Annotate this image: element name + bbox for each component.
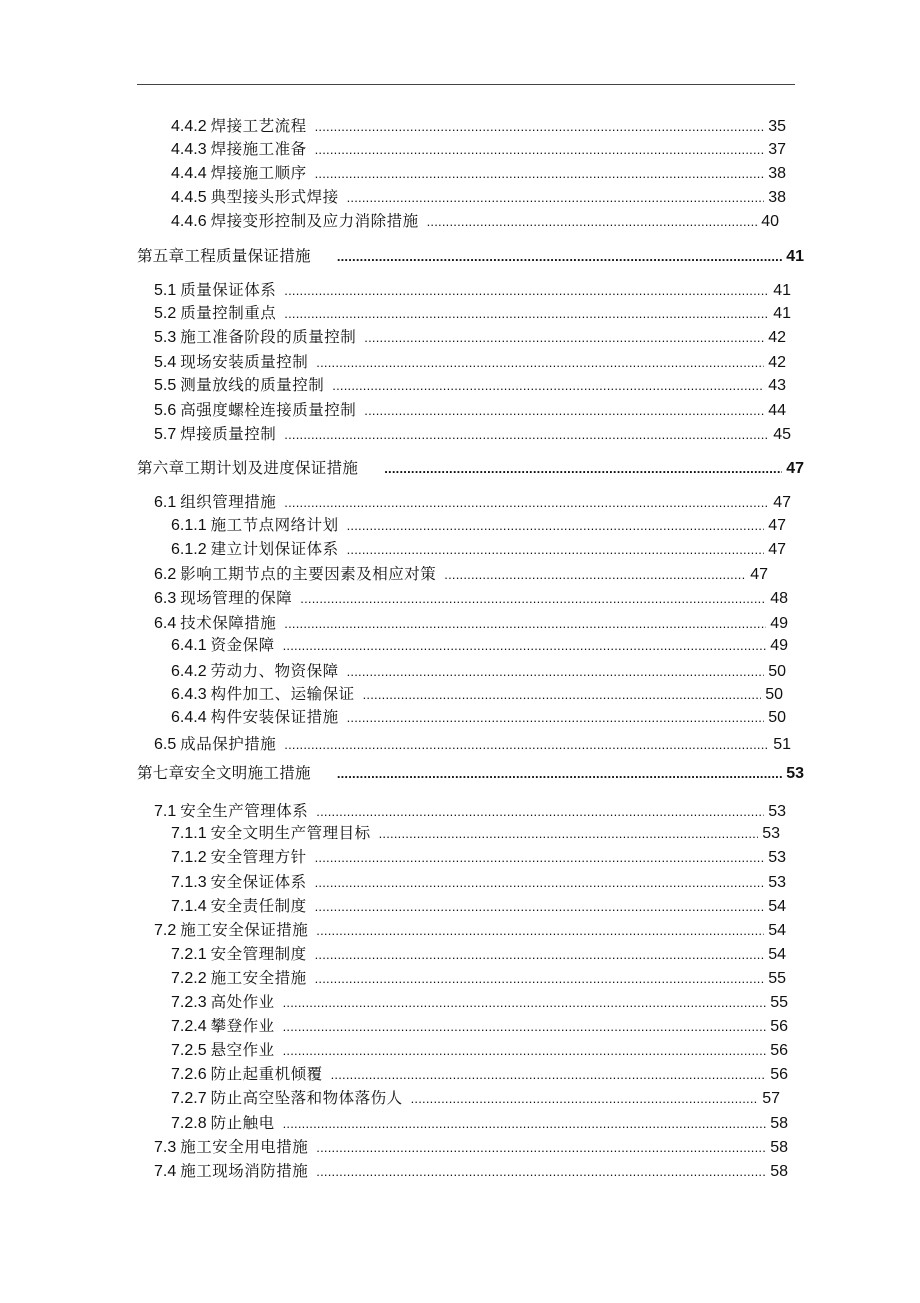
toc-number: 7.2.2: [171, 970, 207, 987]
toc-entry[interactable]: [171, 968, 786, 988]
toc-page: 53: [768, 849, 786, 866]
toc-number: 6.4: [154, 615, 177, 632]
toc-entry[interactable]: [154, 280, 791, 300]
toc-title: 施工安全用电措施: [180, 1138, 309, 1156]
toc-entry[interactable]: [171, 211, 779, 231]
toc-entry[interactable]: [171, 539, 786, 559]
toc-entry[interactable]: [154, 1137, 788, 1157]
toc-entry[interactable]: [154, 375, 786, 395]
toc-title: 施工现场消防措施: [180, 1162, 309, 1180]
toc-title: 焊接质量控制: [180, 425, 277, 443]
toc-number: 7.1.1: [171, 825, 207, 842]
toc-title: 影响工期节点的主要因素及相应对策: [180, 565, 437, 583]
toc-page: 49: [770, 637, 788, 654]
toc-page: 47: [773, 494, 791, 511]
toc-title: 技术保障措施: [180, 614, 277, 632]
toc-number: 5.7: [154, 426, 177, 443]
toc-page: 35: [768, 118, 786, 135]
toc-title: 劳动力、物资保障: [210, 662, 339, 680]
toc-title: 组织管理措施: [180, 493, 277, 511]
dot-leader: [283, 1017, 767, 1037]
toc-number: 7.2: [154, 922, 177, 939]
toc-title: 质量控制重点: [180, 304, 277, 322]
toc-page: 47: [768, 517, 786, 534]
toc-page: 56: [770, 1066, 788, 1083]
toc-page: 47: [768, 541, 786, 558]
toc-number: 7.3: [154, 1139, 177, 1156]
toc-page: 54: [768, 898, 786, 915]
toc-title: 焊接变形控制及应力消除措施: [210, 212, 419, 230]
dot-leader: [284, 281, 769, 301]
toc-title: 典型接头形式焊接: [210, 188, 339, 206]
dot-leader: [411, 1089, 759, 1109]
dot-leader: [347, 708, 765, 728]
toc-page: 57: [762, 1090, 780, 1107]
toc-page: 49: [770, 615, 788, 632]
dot-leader: [284, 735, 769, 755]
toc-title: 高强度螺栓连接质量控制: [180, 401, 357, 419]
toc-number: 5.4: [154, 354, 177, 371]
toc-title: 施工准备阶段的质量控制: [180, 328, 357, 346]
toc-title: 测量放线的质量控制: [180, 376, 325, 394]
dot-leader: [337, 764, 782, 784]
dot-leader: [337, 247, 782, 267]
toc-title: 安全保证体系: [210, 873, 307, 891]
toc-entry[interactable]: [154, 492, 791, 512]
toc-title: 施工节点网络计划: [210, 516, 339, 534]
toc-entry[interactable]: [154, 588, 788, 608]
toc-chapter[interactable]: [137, 246, 804, 266]
toc-number: 6.4.3: [171, 686, 207, 703]
dot-leader: [315, 897, 765, 917]
toc-number: 7.2.8: [171, 1115, 207, 1132]
toc-page: 58: [770, 1139, 788, 1156]
dot-leader: [284, 304, 769, 324]
toc-number: 5.6: [154, 402, 177, 419]
toc-page: 50: [768, 663, 786, 680]
dot-leader: [364, 401, 764, 421]
toc-page: 54: [768, 922, 786, 939]
dot-leader: [364, 328, 764, 348]
toc-entry[interactable]: [171, 515, 786, 535]
toc-page: 55: [770, 994, 788, 1011]
toc-number: 6.4.2: [171, 663, 207, 680]
toc-page: 54: [768, 946, 786, 963]
toc-title: 防止高空坠落和物体落伤人: [210, 1089, 403, 1107]
toc-page: 53: [786, 765, 804, 782]
toc-page: 48: [770, 590, 788, 607]
toc-entry[interactable]: [154, 613, 788, 633]
toc-entry[interactable]: [171, 1040, 788, 1060]
toc-entry[interactable]: [154, 327, 786, 347]
dot-leader: [331, 1065, 767, 1085]
toc-title: 安全管理制度: [210, 945, 307, 963]
toc-title: 施工安全措施: [210, 969, 307, 987]
toc-number: 7.2.1: [171, 946, 207, 963]
dot-leader: [315, 969, 765, 989]
toc-entry[interactable]: [171, 187, 786, 207]
toc-entry[interactable]: [171, 1016, 788, 1036]
toc-page: 47: [750, 566, 768, 583]
toc-number: 5.1: [154, 282, 177, 299]
toc-chapter[interactable]: [137, 458, 804, 478]
dot-leader: [316, 353, 764, 373]
dot-leader: [315, 117, 765, 137]
toc-entry[interactable]: [171, 661, 786, 681]
dot-leader: [283, 1114, 767, 1134]
toc-page: 53: [768, 803, 786, 820]
toc-title: 安全文明生产管理目标: [210, 824, 371, 842]
toc-entry[interactable]: [171, 1064, 788, 1084]
toc-number: 7.2.4: [171, 1018, 207, 1035]
toc-entry[interactable]: [154, 1161, 788, 1181]
chapter-title: 第七章安全文明施工措施: [137, 764, 311, 782]
dot-leader: [347, 516, 765, 536]
toc-title: 安全生产管理体系: [180, 802, 309, 820]
toc-number: 6.1.2: [171, 541, 207, 558]
toc-title: 高处作业: [210, 993, 275, 1011]
toc-entry[interactable]: [171, 992, 788, 1012]
toc-title: 成品保护措施: [180, 735, 277, 753]
dot-leader: [316, 1162, 766, 1182]
toc-title: 防止触电: [210, 1114, 275, 1132]
toc-page: 50: [768, 709, 786, 726]
toc-entry[interactable]: [154, 801, 786, 821]
toc-number: 4.4.3: [171, 141, 207, 158]
toc-entry[interactable]: [171, 896, 786, 916]
dot-leader: [316, 921, 764, 941]
toc-entry[interactable]: [171, 847, 786, 867]
toc-page: 58: [770, 1115, 788, 1132]
toc-entry[interactable]: [171, 684, 783, 704]
dot-leader: [316, 1138, 766, 1158]
toc-page: 41: [773, 282, 791, 299]
toc-page: 43: [768, 377, 786, 394]
toc-entry[interactable]: [154, 400, 786, 420]
toc-number: 7.1.3: [171, 874, 207, 891]
toc-page: 56: [770, 1018, 788, 1035]
dot-leader: [347, 540, 765, 560]
toc-page: 41: [786, 248, 804, 265]
dot-leader: [315, 945, 765, 965]
toc-page: 38: [768, 165, 786, 182]
dot-leader: [384, 459, 782, 479]
toc-title: 现场管理的保障: [180, 589, 293, 607]
toc-number: 6.5: [154, 736, 177, 753]
toc-page: 51: [773, 736, 791, 753]
toc-number: 5.2: [154, 305, 177, 322]
toc-page: 42: [768, 354, 786, 371]
toc-number: 7.1: [154, 803, 177, 820]
toc-number: 6.4.1: [171, 637, 207, 654]
toc-page: 42: [768, 329, 786, 346]
toc-title: 焊接施工准备: [210, 140, 307, 158]
toc-page: 56: [770, 1042, 788, 1059]
dot-leader: [283, 993, 767, 1013]
toc-number: 5.3: [154, 329, 177, 346]
dot-leader: [332, 376, 764, 396]
toc-number: 7.2.6: [171, 1066, 207, 1083]
toc-entry[interactable]: [171, 1088, 780, 1108]
toc-title: 防止起重机倾覆: [210, 1065, 323, 1083]
toc-entry[interactable]: [154, 920, 786, 940]
toc-entry[interactable]: [171, 944, 786, 964]
toc-number: 4.4.5: [171, 189, 207, 206]
toc-entry[interactable]: [154, 564, 768, 584]
header-rule: [137, 84, 795, 85]
toc-page: 55: [768, 970, 786, 987]
toc-entry[interactable]: [154, 424, 791, 444]
toc-entry[interactable]: [171, 139, 786, 159]
dot-leader: [315, 140, 765, 160]
dot-leader: [284, 425, 769, 445]
toc-title: 质量保证体系: [180, 281, 277, 299]
toc-title: 建立计划保证体系: [210, 540, 339, 558]
toc-page: 50: [765, 686, 783, 703]
dot-leader: [315, 873, 765, 893]
dot-leader: [283, 1041, 767, 1061]
dot-leader: [363, 685, 762, 705]
toc-page: 45: [773, 426, 791, 443]
toc-entry[interactable]: [154, 303, 791, 323]
dot-leader: [347, 188, 765, 208]
dot-leader: [284, 493, 769, 513]
toc-number: 4.4.4: [171, 165, 207, 182]
toc-page: 58: [770, 1163, 788, 1180]
toc-page: 37: [768, 141, 786, 158]
toc-page: 38: [768, 189, 786, 206]
toc-entry[interactable]: [171, 635, 788, 655]
toc-entry[interactable]: [171, 823, 780, 843]
toc-entry[interactable]: [171, 872, 786, 892]
chapter-title: 第六章工期计划及进度保证措施: [137, 459, 359, 477]
toc-page: 47: [786, 460, 804, 477]
dot-leader: [315, 848, 765, 868]
toc-title: 构件安装保证措施: [210, 708, 339, 726]
toc-number: 6.1: [154, 494, 177, 511]
toc-entry[interactable]: [171, 1113, 788, 1133]
toc-title: 悬空作业: [210, 1041, 275, 1059]
toc-number: 6.3: [154, 590, 177, 607]
toc-number: 4.4.6: [171, 213, 207, 230]
toc-title: 资金保障: [210, 636, 275, 654]
toc-entry[interactable]: [154, 352, 786, 372]
toc-number: 7.1.4: [171, 898, 207, 915]
toc-number: 6.4.4: [171, 709, 207, 726]
toc-number: 7.2.3: [171, 994, 207, 1011]
toc-entry[interactable]: [171, 116, 786, 136]
toc-number: 6.1.1: [171, 517, 207, 534]
toc-number: 7.1.2: [171, 849, 207, 866]
toc-title: 焊接工艺流程: [210, 117, 307, 135]
toc-title: 焊接施工顺序: [210, 164, 307, 182]
toc-page: 41: [773, 305, 791, 322]
toc-title: 施工安全保证措施: [180, 921, 309, 939]
toc-entry[interactable]: [154, 734, 791, 754]
toc-title: 安全责任制度: [210, 897, 307, 915]
dot-leader: [444, 565, 746, 585]
chapter-title: 第五章工程质量保证措施: [137, 247, 311, 265]
toc-title: 安全管理方针: [210, 848, 307, 866]
dot-leader: [347, 662, 765, 682]
toc-number: 7.2.5: [171, 1042, 207, 1059]
dot-leader: [427, 212, 758, 232]
toc-title: 现场安装质量控制: [180, 353, 309, 371]
dot-leader: [284, 614, 766, 634]
toc-page: 53: [768, 874, 786, 891]
dot-leader: [315, 164, 765, 184]
toc-page: 44: [768, 402, 786, 419]
dot-leader: [300, 589, 766, 609]
toc-number: 4.4.2: [171, 118, 207, 135]
toc-title: 构件加工、运输保证: [210, 685, 355, 703]
dot-leader: [283, 636, 767, 656]
toc-number: 6.2: [154, 566, 177, 583]
toc-entry[interactable]: [171, 707, 786, 727]
dot-leader: [379, 824, 759, 844]
toc-number: 7.4: [154, 1163, 177, 1180]
toc-page: 40: [761, 213, 779, 230]
toc-number: 5.5: [154, 377, 177, 394]
toc-title: 攀登作业: [210, 1017, 275, 1035]
toc-chapter[interactable]: [137, 763, 804, 783]
toc-page: 53: [762, 825, 780, 842]
toc-number: 7.2.7: [171, 1090, 207, 1107]
toc-entry[interactable]: [171, 163, 786, 183]
dot-leader: [316, 802, 764, 822]
